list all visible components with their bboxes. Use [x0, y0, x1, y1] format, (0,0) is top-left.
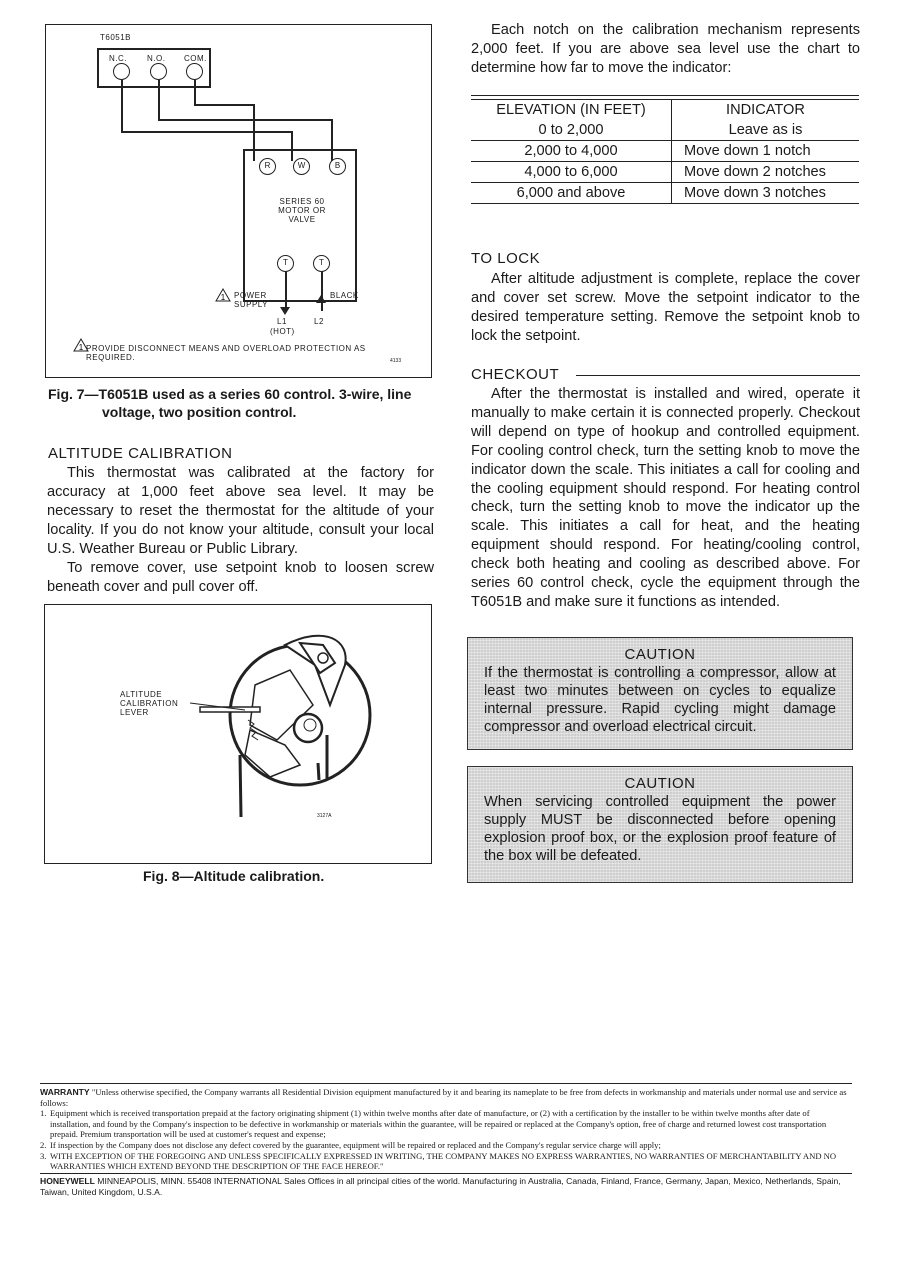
terminal-com-label: COM. — [184, 54, 207, 63]
altitude-lever-label: ALTITUDE CALIBRATION LEVER — [120, 690, 179, 717]
footer — [40, 1176, 852, 1197]
caution-box-explosion-proof — [467, 766, 853, 883]
hot-label: (HOT) — [270, 327, 295, 336]
terminal-nc-label: N.C. — [109, 54, 127, 63]
elevation-header: ELEVATION (IN FEET) — [471, 100, 672, 120]
calibration-mechanism-drawing — [45, 605, 430, 862]
svg-text:1: 1 — [220, 293, 226, 302]
table-row: 2,000 to 4,000 Move down 1 notch — [471, 141, 859, 162]
warranty-item: 1. Equipment which is received transportation prepaid at the factory originating shipment (1) within twelve months after date of manufacture, or (2) with a certification by the installer to be within twelve months after date of installation, and found by the Company's inspection to be defective in workmanship or materials within the guarantee, will be repaired or replaced at the Company's option, free of charge and returned lowest cost transportation prepaid. Premium transportation will be used at customer's request and expense; — [40, 1108, 827, 1140]
l1-label: L1 — [277, 317, 287, 326]
terminal-no — [150, 63, 167, 80]
fig7-caption: Fig. 7—T6051B used as a series 60 control. 3-wire, line voltage, two position control. — [48, 386, 412, 420]
indicator-header: INDICATOR — [726, 102, 805, 118]
warning-triangle-icon — [215, 288, 231, 302]
altitude-paragraph-2: To remove cover, use setpoint knob to loosen screw beneath cover and pull cover off. — [47, 560, 434, 595]
black-wire-label: BLACK — [330, 291, 359, 300]
warranty-label: WARRANTY — [40, 1087, 90, 1097]
arrow-down-icon — [280, 307, 290, 315]
disconnect-note: PROVIDE DISCONNECT MEANS AND OVERLOAD PROTECTION AS REQUIRED. — [86, 344, 366, 362]
l2-label: L2 — [314, 317, 324, 326]
warranty-item: 2. If inspection by the Company does not disclose any defect covered by the guarantee, equipment will be repaired or replaced and the Company's regular service charge will apply; — [40, 1139, 661, 1150]
terminal-no-label: N.O. — [147, 54, 166, 63]
caution-text: If the thermostat is controlling a compressor, allow at least two minutes between on cycles to equalize internal pressure. Rapid cycling might damage compressor and overload electrical circuit. — [484, 665, 836, 735]
terminal-com — [186, 63, 203, 80]
caution-box-compressor — [467, 637, 853, 750]
checkout-paragraph: After the thermostat is installed and wired, operate it manually to make certain it is connected properly. Checkout will depend on type of hookup and controlled equipment. For cooling control check, turn the setting knob to move the indicator down the scale. This initiates a call for cooling and the cooling equipment should respond. For heating control check, turn the setting knob to move the indicator up the scale. This initiates a call for heat, and the heating equipment should respond. For heating/cooling control, check both heating and cooling as described above. For series 60 control check, cycle the equipment through the T6051B and make sure it functions as intended. — [471, 386, 860, 610]
motor-terminal-r: R — [259, 158, 276, 175]
motor-terminal-t2: T — [313, 255, 330, 272]
motor-terminal-b: B — [329, 158, 346, 175]
device-label: T6051B — [100, 33, 132, 42]
arrow-up-icon — [316, 295, 326, 303]
to-lock-paragraph: After altitude adjustment is complete, replace the cover and cover set screw. Move the setpoint indicator to the desired temperature setting. Remove the setpoint knob to lock the setpoint. — [471, 271, 860, 344]
table-row: 6,000 and above Move down 3 notches — [471, 183, 859, 204]
footer-company: HONEYWELL — [40, 1176, 95, 1186]
footer-offices: INTERNATIONAL Sales Offices in all principal cities of the world. Manufacturing in Australia, Canada, Finland, France, Germany, Japan, Mexico, Netherlands, Spain, Taiwan, United Kingdom, U.S.A. — [40, 1176, 841, 1197]
altitude-calibration-figure — [44, 604, 432, 864]
wiring-diagram-fig7 — [45, 24, 432, 378]
checkout-heading-row — [471, 366, 860, 384]
caution-title: CAUTION — [624, 646, 696, 663]
warranty-section — [40, 1087, 852, 1172]
warranty-item: 3. WITH EXCEPTION OF THE FOREGOING AND UNLESS SPECIFICALLY EXPRESSED IN WRITING, THE COMPANY MAKES NO EXPRESS WARRANTIES, NO WARRANTIES OF MERCHANTABILITY AND NO WARRANTIES WHICH EXTEND BEYOND THE DESCRIPTION OF THE FACE HEREOF." — [40, 1150, 837, 1172]
table-row: 4,000 to 6,000 Move down 2 notches — [471, 162, 859, 183]
altitude-paragraph-1: This thermostat was calibrated at the factory for accuracy at 1,000 feet above sea level. It may be necessary to reset the thermostat for the altitude of your locality. If you do not know your altitude, consult your local U.S. Weather Bureau or Public Library. — [47, 465, 434, 557]
caution-title: CAUTION — [624, 775, 696, 792]
notch-paragraph: Each notch on the calibration mechanism represents 2,000 feet. If you are above sea level use the chart to determine how far to move the indicator: — [471, 22, 860, 76]
power-supply-label: POWER SUPPLY — [234, 291, 268, 309]
terminal-nc — [113, 63, 130, 80]
figure-code: 3127A — [317, 813, 332, 819]
checkout-heading: CHECKOUT — [471, 366, 560, 383]
motor-label: SERIES 60 MOTOR OR VALVE — [278, 197, 326, 224]
to-lock-heading: TO LOCK — [471, 250, 541, 267]
motor-terminal-w: W — [293, 158, 310, 175]
svg-text:1: 1 — [78, 343, 84, 352]
altitude-calibration-heading: ALTITUDE CALIBRATION — [48, 445, 233, 462]
footer-rule — [40, 1173, 852, 1174]
footer-address: MINNEAPOLIS, MINN. 55408 — [97, 1176, 212, 1186]
caution-text: When servicing controlled equipment the power supply MUST be disconnected before opening explosion proof box, or the explosion proof feature of the box will be defeated. — [484, 794, 836, 864]
figure-code: 4133 — [390, 358, 402, 364]
table-row: 0 to 2,000 Leave as is — [471, 120, 859, 141]
elevation-table — [471, 95, 859, 204]
motor-terminal-t1: T — [277, 255, 294, 272]
warranty-rule — [40, 1083, 852, 1084]
fig8-caption: Fig. 8—Altitude calibration. — [143, 868, 325, 884]
warranty-intro: "Unless otherwise specified, the Company warrants all Residential Division equipment manufactured by it and bearing its nameplate to be free from defects in workmanship and materials under normal use and service as follows: — [40, 1087, 847, 1108]
